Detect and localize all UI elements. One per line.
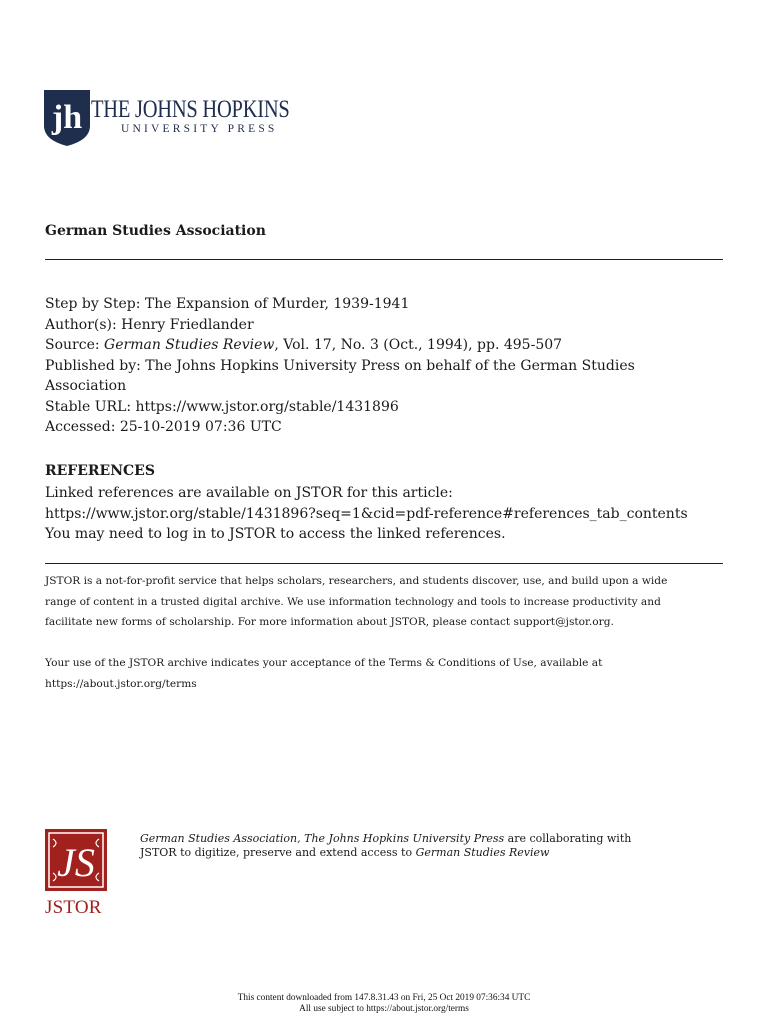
terms-line: Your use of the JSTOR archive indicates your acceptance of the Terms & Conditions of Use, available at bbox=[45, 657, 603, 670]
jstor-logo bbox=[45, 829, 109, 921]
svg-text:jh: jh bbox=[51, 99, 83, 136]
article-source: Source: German Studies Review, Vol. 17, No. 3 (Oct., 1994), pp. 495-507 bbox=[45, 337, 563, 353]
stable-url[interactable]: Stable URL: https://www.jstor.org/stable/1431896 bbox=[45, 398, 399, 415]
collaboration-note: German Studies Association, The Johns Hopkins University Press are collaborating with JSTOR to digitize, preserve and extend access to German Studies Review bbox=[140, 832, 632, 859]
publisher-name: THE JOHNS HOPKINS bbox=[91, 96, 290, 123]
footer-line: All use subject to https://about.jstor.org/terms bbox=[299, 1004, 469, 1014]
jstor-emblem-icon bbox=[45, 829, 107, 891]
accessed-date: Accessed: 25-10-2019 07:36 UTC bbox=[45, 419, 282, 435]
jstor-terms bbox=[45, 571, 725, 695]
article-authors: Author(s): Henry Friedlander bbox=[45, 316, 254, 333]
references-heading: REFERENCES bbox=[45, 463, 155, 479]
download-footer bbox=[0, 993, 768, 1015]
divider bbox=[45, 563, 723, 564]
terms-line: range of content in a trusted digital archive. We use information technology and tools to increase productivity and bbox=[45, 595, 661, 608]
article-publisher: Published by: The Johns Hopkins University Press on behalf of the German Studies bbox=[45, 357, 635, 374]
collaborating-orgs: German Studies Association, The Johns Hopkins University Press bbox=[140, 832, 505, 845]
organization-heading: German Studies Association bbox=[45, 223, 266, 239]
collaboration-journal: German Studies Review bbox=[415, 846, 550, 859]
references-link[interactable]: https://www.jstor.org/stable/1431896?seq=1&cid=pdf-reference#references_tab_contents bbox=[45, 505, 688, 522]
jh-shield-icon bbox=[44, 90, 90, 146]
references-login-note: You may need to log in to JSTOR to access the linked references. bbox=[45, 526, 506, 542]
article-metadata bbox=[45, 294, 635, 438]
terms-line: JSTOR is a not-for-profit service that helps scholars, researchers, and students discover, use, and build upon a wide bbox=[45, 575, 668, 587]
references-block bbox=[45, 483, 688, 545]
publisher-logo bbox=[44, 90, 290, 146]
terms-link[interactable]: https://about.jstor.org/terms bbox=[45, 677, 197, 690]
divider bbox=[45, 259, 723, 260]
article-title: Step by Step: The Expansion of Murder, 1939-1941 bbox=[45, 296, 410, 312]
references-intro: Linked references are available on JSTOR for this article: bbox=[45, 485, 453, 501]
article-publisher-cont: Association bbox=[45, 378, 127, 394]
source-journal: German Studies Review bbox=[104, 337, 275, 353]
terms-line: facilitate new forms of scholarship. For more information about JSTOR, please contact support@jstor.org. bbox=[45, 616, 614, 629]
svg-text:JS: JS bbox=[57, 840, 95, 885]
publisher-subname: UNIVERSITY PRESS bbox=[121, 123, 278, 135]
jstor-wordmark: JSTOR bbox=[45, 897, 102, 918]
footer-line: This content downloaded from 147.8.31.43 on Fri, 25 Oct 2019 07:36:34 UTC bbox=[237, 993, 531, 1003]
